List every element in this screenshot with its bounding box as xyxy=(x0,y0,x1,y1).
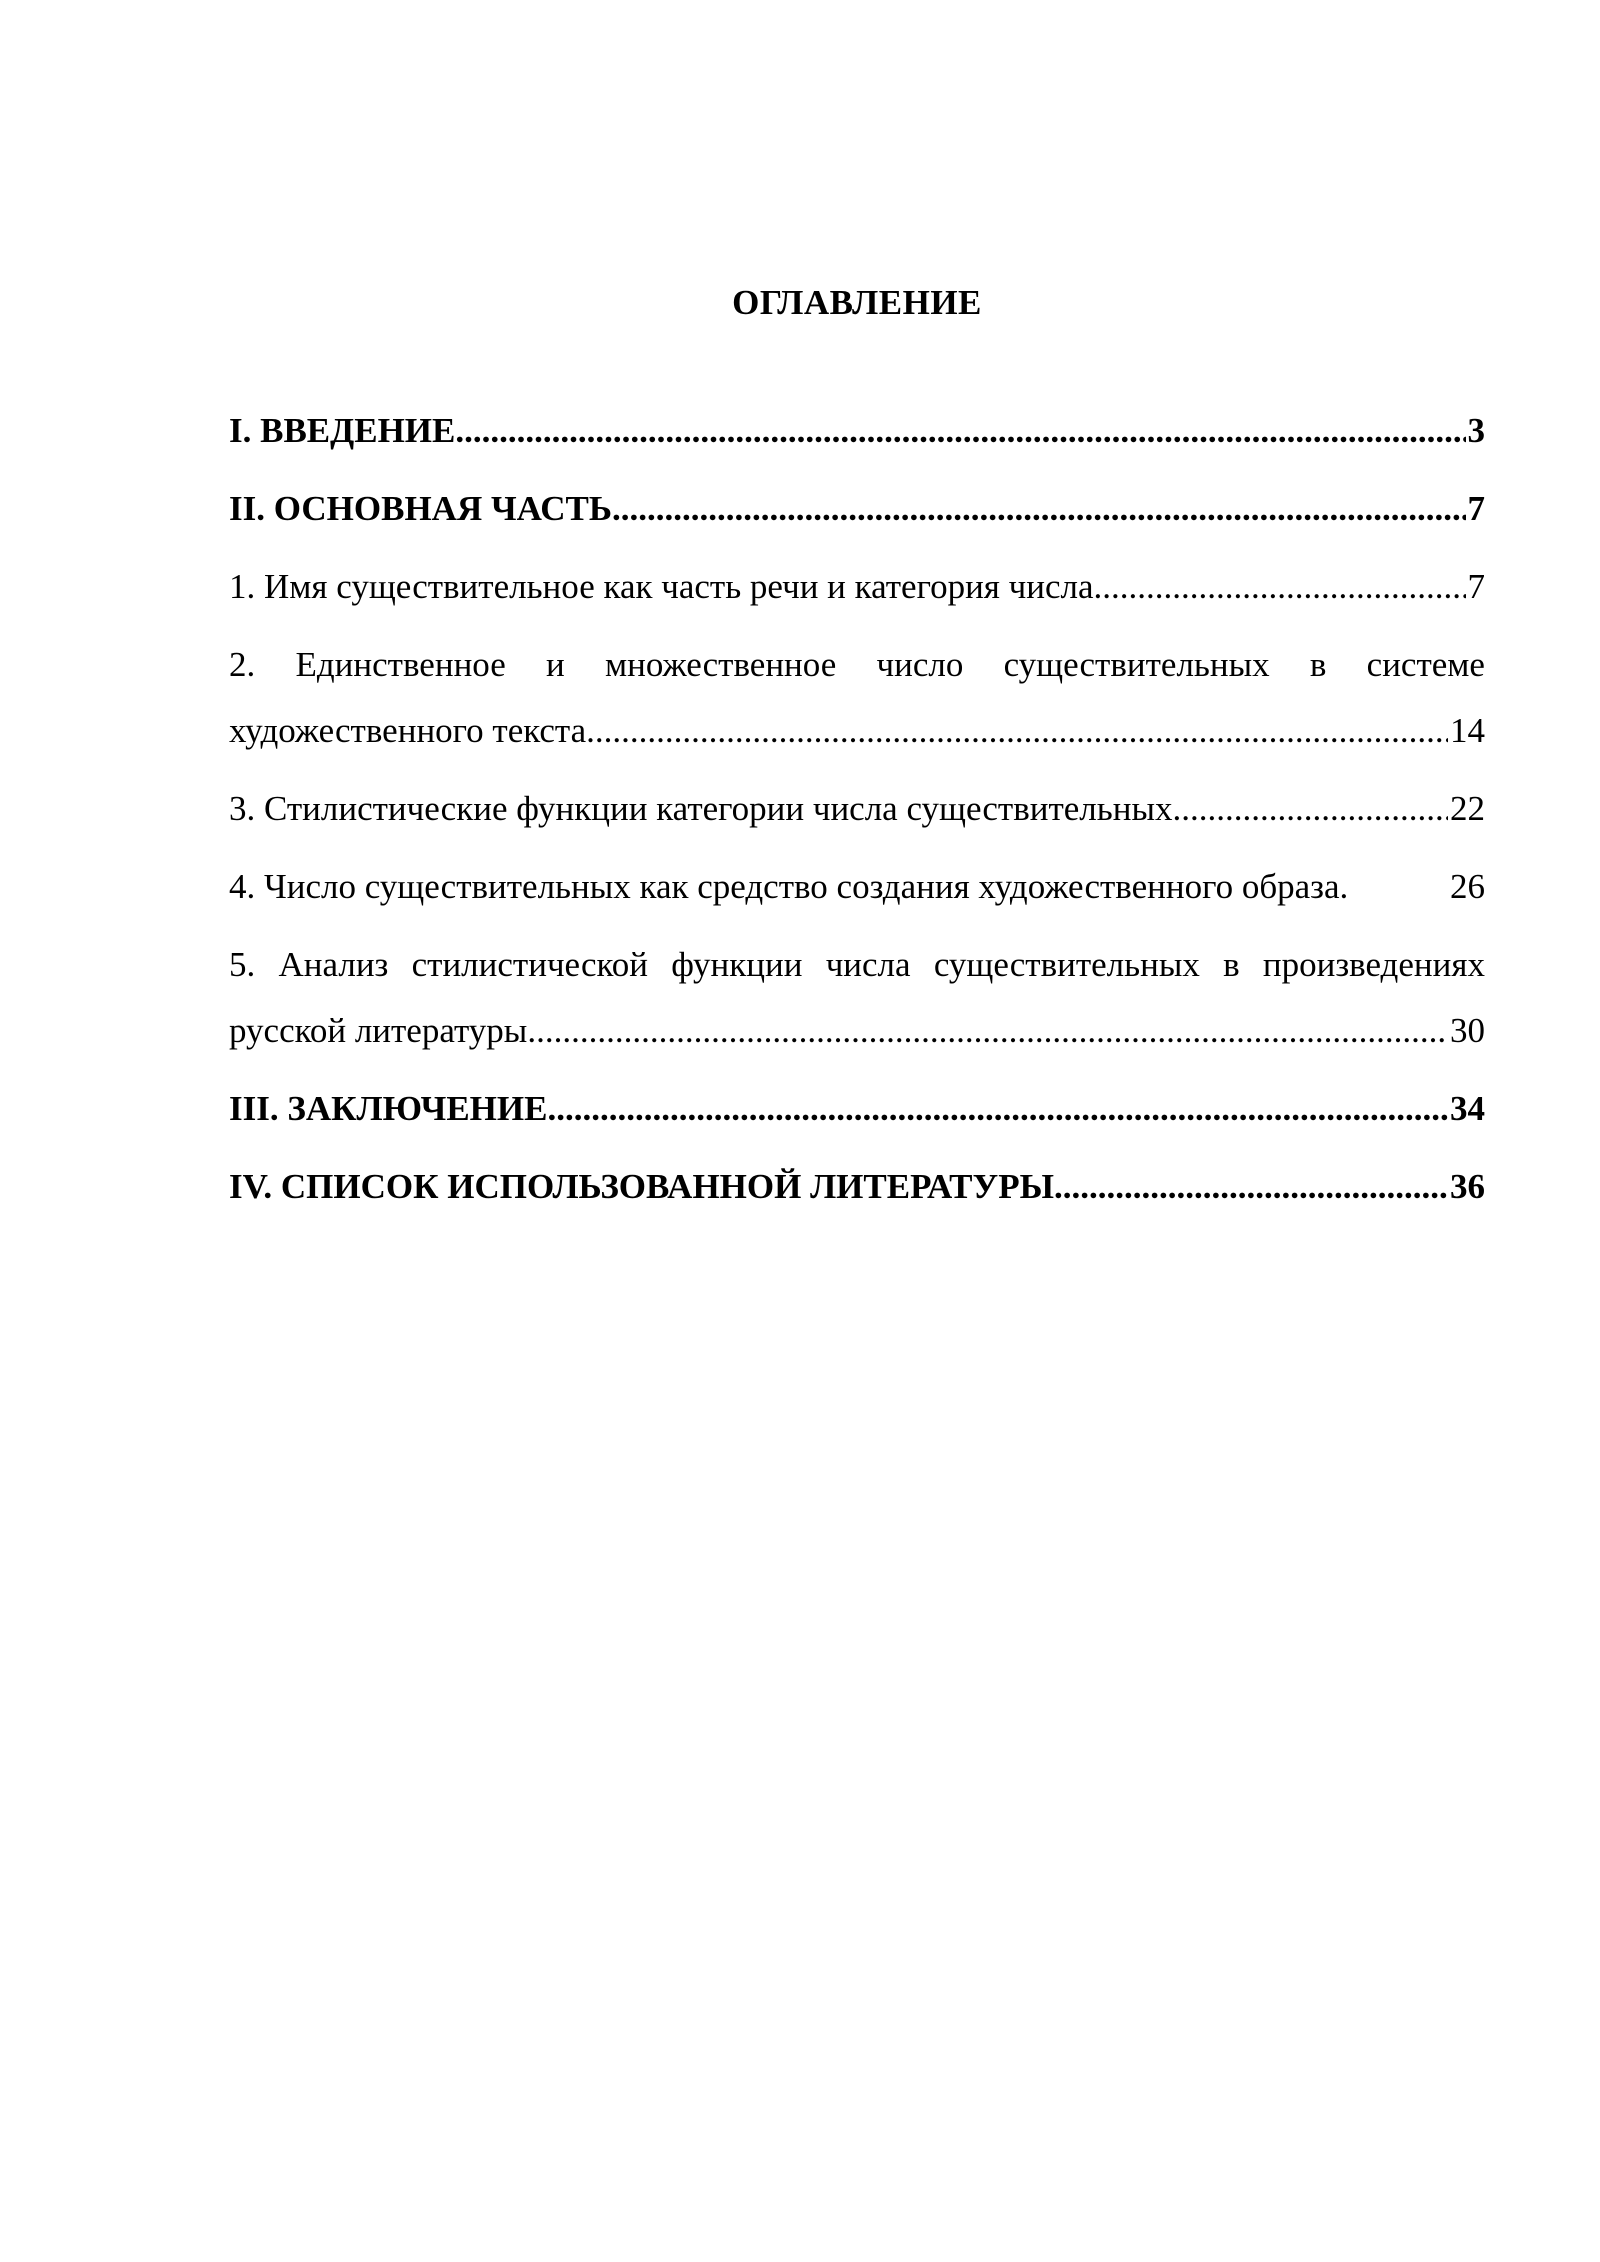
dot-leader xyxy=(586,698,1448,764)
dot-leader xyxy=(455,398,1465,464)
word: системе xyxy=(1366,645,1485,684)
dot-leader xyxy=(1054,1154,1448,1220)
word: числа xyxy=(825,945,911,984)
toc-entry-conclusion[interactable] xyxy=(229,1076,1485,1142)
word: существительных xyxy=(1003,645,1270,684)
toc-entry-main-part[interactable] xyxy=(229,476,1485,542)
toc-entry-label: II. ОСНОВНАЯ ЧАСТЬ xyxy=(229,489,612,528)
word: и xyxy=(546,645,565,684)
toc-entry-page: 7 xyxy=(1467,567,1485,606)
toc-entry-bibliography[interactable] xyxy=(229,1154,1485,1220)
toc-entry-label-line1 xyxy=(229,932,1485,998)
toc-entry-page: 26 xyxy=(1450,867,1485,906)
toc-entry-section-2[interactable] xyxy=(229,632,1485,764)
word: произведениях xyxy=(1262,945,1485,984)
word: число xyxy=(876,645,964,684)
word: функции xyxy=(671,945,803,984)
toc-entry-label: 3. Стилистические функции категории числа существительных xyxy=(229,789,1173,828)
dot-leader xyxy=(1094,554,1466,620)
toc-entry-label: IV. СПИСОК ИСПОЛЬЗОВАННОЙ ЛИТЕРАТУРЫ xyxy=(229,1167,1054,1206)
toc-entry-introduction[interactable] xyxy=(229,398,1485,464)
toc-entry-page: 7 xyxy=(1467,489,1485,528)
toc-entry-section-3[interactable] xyxy=(229,776,1485,842)
word: 5. xyxy=(229,945,256,984)
word: 2. xyxy=(229,645,256,684)
toc-entry-page: 3 xyxy=(1467,411,1485,450)
toc-entry-page: 34 xyxy=(1450,1089,1485,1128)
table-of-contents xyxy=(229,398,1485,1232)
toc-entry-page: 14 xyxy=(1450,711,1485,750)
toc-entry-page: 30 xyxy=(1450,1011,1485,1050)
toc-title: ОГЛАВЛЕНИЕ xyxy=(732,283,982,322)
toc-entry-label: I. ВВЕДЕНИЕ xyxy=(229,411,456,450)
dot-leader xyxy=(612,476,1466,542)
word: существительных xyxy=(933,945,1200,984)
toc-entry-label-line2: художественного текста xyxy=(229,711,587,750)
word: стилистической xyxy=(411,945,648,984)
dot-leader xyxy=(527,998,1448,1064)
toc-entry-label: III. ЗАКЛЮЧЕНИЕ xyxy=(229,1089,548,1128)
toc-entry-page: 36 xyxy=(1450,1167,1485,1206)
word: в xyxy=(1309,645,1327,684)
toc-entry-label-line1 xyxy=(229,632,1485,698)
word: Единственное xyxy=(295,645,506,684)
toc-entry-label: 1. Имя существительное как часть речи и категория числа xyxy=(229,567,1094,606)
word: множественное xyxy=(605,645,837,684)
toc-entry-label: 4. Число существительных как средство создания художественного образа. xyxy=(229,867,1349,906)
toc-entry-label-line2: русской литературы xyxy=(229,1011,528,1050)
word: Анализ xyxy=(278,945,389,984)
dot-leader xyxy=(547,1076,1448,1142)
dot-leader xyxy=(1172,776,1448,842)
toc-entry-section-4[interactable] xyxy=(229,854,1485,920)
toc-entry-page: 22 xyxy=(1450,789,1485,828)
toc-entry-section-5[interactable] xyxy=(229,932,1485,1064)
toc-entry-section-1[interactable] xyxy=(229,554,1485,620)
word: в xyxy=(1223,945,1240,984)
